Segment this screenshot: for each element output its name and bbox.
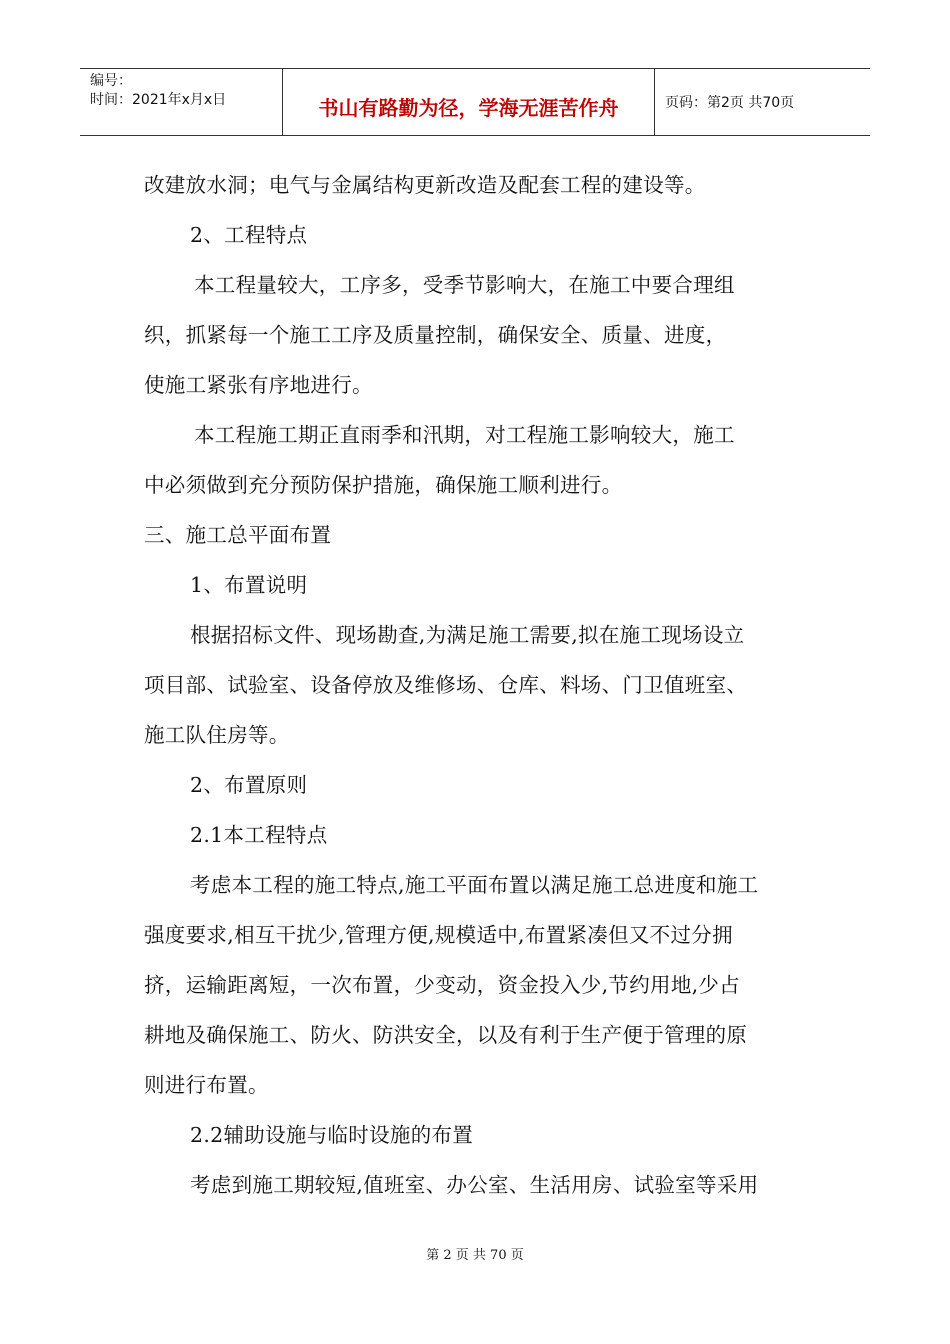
section-heading: 2、工程特点 [190,223,308,247]
header-motto: 书山有路勤为径，学海无涯苦作舟 [283,69,655,135]
body-line: 考虑本工程的施工特点,施工平面布置以满足施工总进度和施工 [190,873,759,897]
document-number-label: 编号： [90,73,132,89]
body-line: 则进行布置。 [144,1073,269,1097]
body-line: 强度要求,相互干扰少,管理方便,规模适中,布置紧凑但又不过分拥 [144,923,733,947]
body-line: 本工程量较大，工序多，受季节影响大，在施工中要合理组 [194,273,735,297]
body-line: 施工队住房等。 [144,723,290,747]
body-line: 使施工紧张有序地进行。 [144,373,373,397]
body-line: 项目部、试验室、设备停放及维修场、仓库、料场、门卫值班室、 [144,673,748,697]
body-line: 织，抓紧每一个施工工序及质量控制，确保安全、质量、进度， [144,323,727,347]
section-heading: 2、布置原则 [190,773,308,797]
document-time-label: 时间：2021年x月x日 [90,92,227,108]
body-line: 耕地及确保施工、防火、防洪安全，以及有利于生产便于管理的原 [144,1023,748,1047]
chapter-heading: 三、施工总平面布置 [144,523,332,547]
subsection-heading: 2.2辅助设施与临时设施的布置 [190,1123,474,1147]
subsection-heading: 2.1本工程特点 [190,823,328,847]
body-line: 根据招标文件、现场勘查,为满足施工需要,拟在施工现场设立 [190,623,745,647]
body-line: 改建放水洞；电气与金属结构更新改造及配套工程的建设等。 [144,173,706,197]
body-line: 挤，运输距离短，一次布置，少变动，资金投入少,节约用地,少占 [144,973,741,997]
document-body [144,160,814,1210]
body-line: 中必须做到充分预防保护措施，确保施工顺利进行。 [144,473,623,497]
header-page-info: 页码：第2页 共70页 [665,95,795,111]
header-meta [80,69,283,135]
section-heading: 1、布置说明 [190,573,308,597]
page-header [80,68,870,136]
body-line: 考虑到施工期较短,值班室、办公室、生活用房、试验室等采用 [190,1173,759,1197]
page-footer: 第 2 页 共 70 页 [426,1248,524,1263]
body-line: 本工程施工期正直雨季和汛期，对工程施工影响较大，施工 [194,423,735,447]
